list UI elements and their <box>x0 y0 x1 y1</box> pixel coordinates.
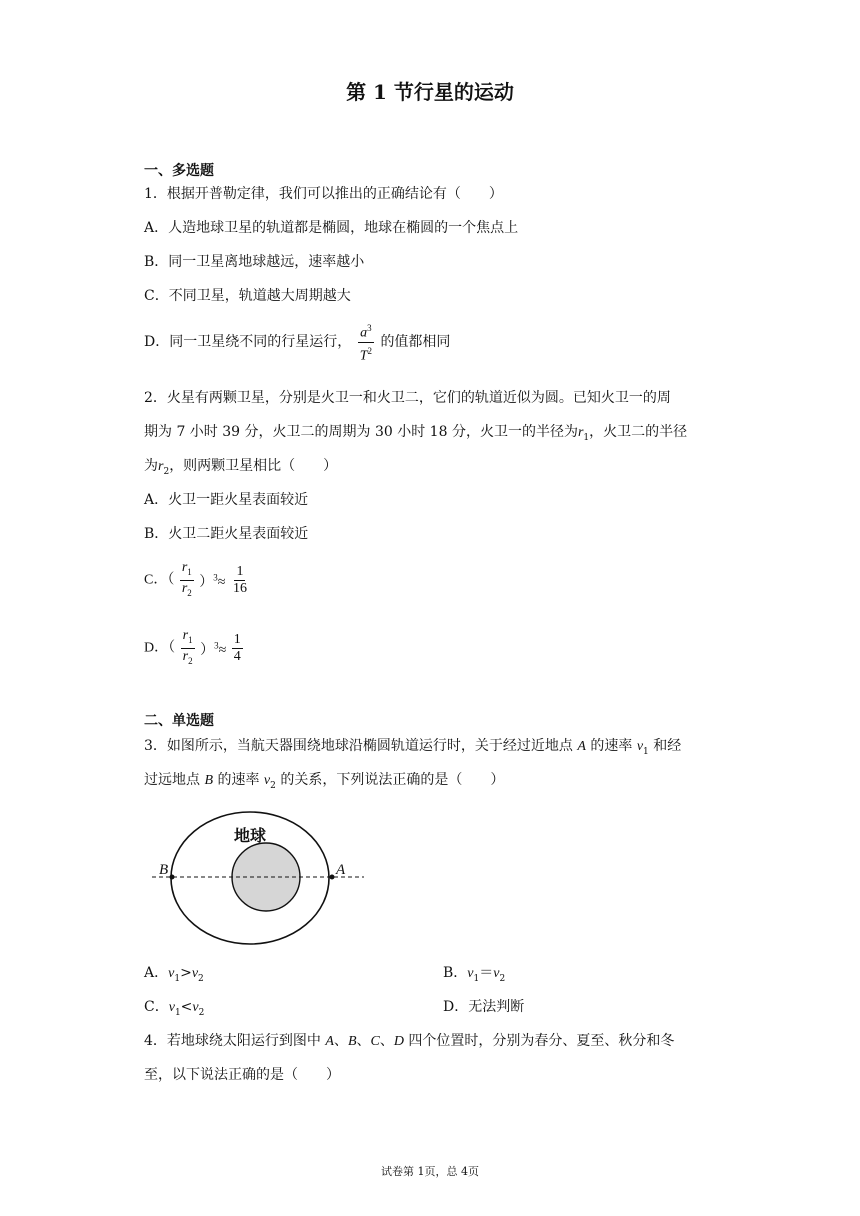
page-footer: 试卷第 1页，总 4页 <box>381 1165 479 1178</box>
perigee-point <box>330 875 335 880</box>
q2-option-b: B．火卫二距火星表面较近 <box>144 526 309 542</box>
q2-line3: 为$r_2$，则两颗卫星相比（ ） <box>144 458 338 477</box>
orbit-figure <box>146 806 372 950</box>
q1-stem: 1．根据开普勒定律，我们可以推出的正确结论有（ ） <box>144 186 503 202</box>
q4-line1: 4．若地球绕太阳运行到图中 A、B、C、D 四个位置时，分别为春分、夏至、秋分和冬 <box>144 1033 675 1049</box>
section-heading-single: 二、单选题 <box>144 713 214 729</box>
apogee-point <box>170 875 175 880</box>
q2-option-d: D．（ $\frac{r_1}{r_2}$ ）$^3$≈ $\frac{1}{4}$ <box>144 628 245 669</box>
q3-option-c: C．$v_1<v_2$ <box>144 999 205 1018</box>
point-a-label: A <box>336 862 346 878</box>
value-1-over-4: $\frac{1}{4}$ <box>233 631 241 664</box>
q2-option-c: C．（ $\frac{r_1}{r_2}$ ）$^3$≈ $\frac{1}{16}$ <box>144 560 251 601</box>
q3-option-a: A．$v_1>v_2$ <box>144 965 204 984</box>
q1-option-b: B．同一卫星离地球越远，速率越小 <box>144 254 365 270</box>
point-b-label: B <box>159 862 169 878</box>
q3-line1: 3．如图所示，当航天器围绕地球沿椭圆轨道运行时，关于经过近地点 A 的速率 $v_1$ 和经 <box>144 738 682 757</box>
formula-a3-over-t2: $\frac{a^3}{T^2}$ <box>358 320 374 364</box>
value-1-over-16: $\frac{1}{16}$ <box>232 563 247 596</box>
q1-option-a: A．人造地球卫星的轨道都是椭圆，地球在椭圆的一个焦点上 <box>144 220 519 236</box>
q1-option-d: D．同一卫星绕不同的行星运行， $\frac{a^3}{T^2}$ 的值都相同 <box>144 320 450 364</box>
section-heading-multi: 一、多选题 <box>144 163 214 179</box>
earth-label: 地球 <box>234 826 267 845</box>
ratio-r1-r2: $\frac{r_1}{r_2}$ <box>181 560 192 598</box>
q3-option-b: B．$v_1=v_2$ <box>443 965 506 984</box>
q3-line2: 过远地点 B 的速率 $v_2$ 的关系，下列说法正确的是（ ） <box>144 772 505 791</box>
q1-option-c: C．不同卫星，轨道越大周期越大 <box>144 288 351 304</box>
q3-option-d: D．无法判断 <box>443 999 525 1015</box>
ratio-r1-r2: $\frac{r_1}{r_2}$ <box>182 628 193 666</box>
q4-line2: 至，以下说法正确的是（ ） <box>144 1067 340 1083</box>
q2-line2: 期为 7 小时 39 分，火卫二的周期为 30 小时 18 分，火卫一的半径为$r_1$，火卫二的半径 <box>144 424 688 443</box>
page-title: 第 1 节行星的运动 <box>346 80 514 104</box>
q2-option-a: A．火卫一距火星表面较近 <box>144 492 309 508</box>
q2-line1: 2．火星有两颗卫星，分别是火卫一和火卫二，它们的轨道近似为圆。已知火卫一的周 <box>144 390 671 406</box>
